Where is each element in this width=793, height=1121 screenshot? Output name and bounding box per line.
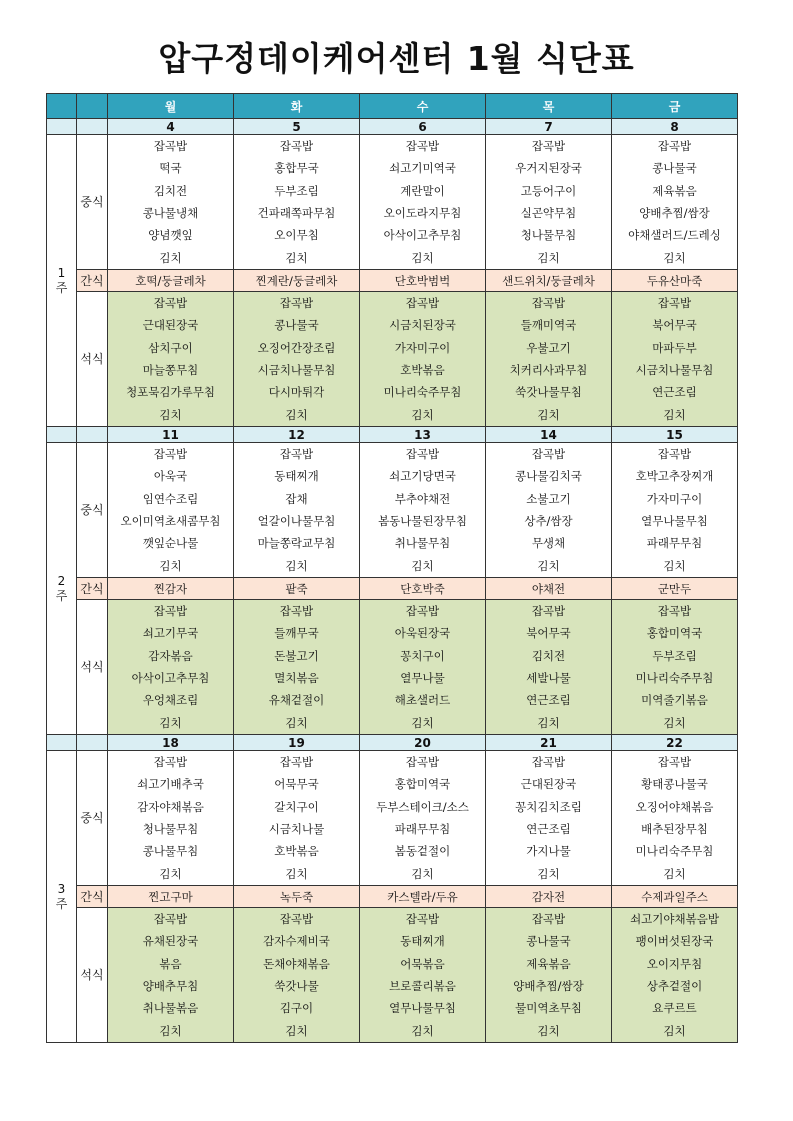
lunch-row bbox=[47, 443, 738, 578]
menu-item: 쇠고기배추국 bbox=[137, 777, 204, 792]
menu-item: 호박고추장찌개 bbox=[635, 469, 714, 484]
menu-item: 김치 bbox=[285, 715, 308, 730]
dinner-row bbox=[47, 908, 738, 1043]
snack-cell: 야채전 bbox=[486, 578, 612, 600]
menu-item: 깻잎순나물 bbox=[142, 536, 199, 551]
dinner-row bbox=[47, 292, 738, 427]
menu-item: 제육볶음 bbox=[526, 956, 571, 971]
snack-cell: 카스텔라/두유 bbox=[360, 886, 486, 908]
menu-item: 삼치구이 bbox=[148, 340, 193, 355]
date-row bbox=[47, 119, 738, 135]
menu-item: 콩나물국 bbox=[274, 318, 319, 333]
menu-item: 봄동나물된장무침 bbox=[378, 514, 467, 528]
menu-item: 어묵무국 bbox=[274, 777, 319, 792]
menu-item: 잡곡밥 bbox=[531, 912, 566, 927]
menu-item: 잡곡밥 bbox=[153, 139, 188, 154]
menu-item: 임연수조림 bbox=[142, 491, 199, 506]
page-title: 압구정데이케어센터 1월 식단표 bbox=[158, 39, 635, 78]
menu-item: 김치 bbox=[285, 1023, 308, 1038]
lunch-cell bbox=[234, 751, 360, 886]
menu-item: 계란말이 bbox=[400, 183, 445, 198]
meal-label-snack: 간식 bbox=[77, 270, 108, 292]
lunch-cell bbox=[360, 135, 486, 270]
snack-cell: 수제과일주스 bbox=[612, 886, 738, 908]
menu-item: 해초샐러드 bbox=[394, 693, 451, 708]
date-cell: 7 bbox=[486, 119, 612, 135]
menu-item: 잡곡밥 bbox=[657, 604, 692, 619]
menu-item: 근대된장국 bbox=[520, 777, 577, 792]
menu-item: 아삭이고추무침 bbox=[383, 228, 462, 243]
lunch-row bbox=[47, 135, 738, 270]
menu-item: 김치 bbox=[159, 1023, 182, 1038]
meal-label-dinner: 석식 bbox=[77, 908, 108, 1043]
menu-item: 연근조림 bbox=[526, 693, 571, 708]
menu-item: 브로콜리볶음 bbox=[389, 979, 456, 993]
dinner-cell bbox=[612, 908, 738, 1043]
menu-item: 잡곡밥 bbox=[657, 447, 692, 462]
date-cell: 12 bbox=[234, 427, 360, 443]
date-cell: 22 bbox=[612, 735, 738, 751]
menu-item: 상추/쌈장 bbox=[524, 514, 573, 528]
menu-item: 다시마튀각 bbox=[268, 385, 325, 400]
dinner-cell bbox=[234, 600, 360, 735]
snack-cell: 팥죽 bbox=[234, 578, 360, 600]
menu-item: 동태찌개 bbox=[274, 469, 319, 484]
menu-item: 잡곡밥 bbox=[405, 755, 440, 770]
menu-item: 김치 bbox=[285, 866, 308, 881]
menu-item: 감자야채볶음 bbox=[137, 799, 204, 814]
menu-item: 잡곡밥 bbox=[405, 604, 440, 619]
menu-item: 쇠고기야채볶음밥 bbox=[630, 912, 719, 927]
menu-item: 쑥갓나물무침 bbox=[515, 385, 582, 400]
menu-item: 취나물무침 bbox=[394, 536, 451, 551]
meal-label-lunch: 중식 bbox=[77, 751, 108, 886]
date-cell: 15 bbox=[612, 427, 738, 443]
lunch-cell bbox=[486, 135, 612, 270]
menu-item: 연근조림 bbox=[652, 385, 697, 400]
dinner-cell bbox=[234, 908, 360, 1043]
snack-cell: 찐고구마 bbox=[108, 886, 234, 908]
date-cell: 4 bbox=[108, 119, 234, 135]
meal-label-lunch: 중식 bbox=[77, 135, 108, 270]
menu-item: 콩나물무침 bbox=[142, 844, 199, 859]
menu-item: 돈불고기 bbox=[274, 648, 319, 663]
dinner-cell bbox=[108, 600, 234, 735]
snack-cell: 호떡/둥글레차 bbox=[108, 270, 234, 292]
date-row-blank-week bbox=[47, 119, 77, 135]
menu-item: 취나물볶음 bbox=[142, 1001, 199, 1016]
menu-item: 잡곡밥 bbox=[279, 604, 314, 619]
menu-item: 황태콩나물국 bbox=[641, 777, 708, 792]
menu-item: 부추야채전 bbox=[394, 491, 451, 506]
menu-item: 잡곡밥 bbox=[153, 296, 188, 311]
lunch-cell bbox=[108, 751, 234, 886]
menu-item: 김치 bbox=[537, 866, 560, 881]
menu-item: 잡곡밥 bbox=[657, 755, 692, 770]
week-label bbox=[47, 443, 77, 735]
menu-item: 잡곡밥 bbox=[531, 139, 566, 154]
menu-item: 잡곡밥 bbox=[405, 447, 440, 462]
menu-item: 들깨미역국 bbox=[520, 318, 577, 333]
menu-item: 들깨무국 bbox=[274, 626, 319, 641]
dinner-cell bbox=[360, 600, 486, 735]
date-cell: 14 bbox=[486, 427, 612, 443]
dinner-cell bbox=[486, 292, 612, 427]
menu-item: 김치전 bbox=[531, 648, 566, 663]
menu-item: 양념깻잎 bbox=[148, 228, 193, 243]
menu-item: 호박볶음 bbox=[274, 844, 319, 859]
menu-item: 고등어구이 bbox=[520, 183, 577, 198]
menu-item: 시금치나물무침 bbox=[635, 363, 714, 377]
menu-item: 청포묵김가루무침 bbox=[126, 385, 215, 400]
dinner-cell bbox=[486, 908, 612, 1043]
date-cell: 11 bbox=[108, 427, 234, 443]
menu-item: 치커리사과무침 bbox=[509, 363, 588, 377]
menu-item: 두부조림 bbox=[274, 183, 319, 198]
menu-item: 열무나물무침 bbox=[389, 1001, 456, 1016]
menu-item: 팽이버섯된장국 bbox=[635, 934, 714, 949]
date-cell: 21 bbox=[486, 735, 612, 751]
menu-item: 잡곡밥 bbox=[153, 755, 188, 770]
menu-item: 김치 bbox=[411, 715, 434, 730]
lunch-cell bbox=[360, 443, 486, 578]
menu-item: 시금치나물 bbox=[268, 822, 325, 836]
menu-item: 김치 bbox=[285, 558, 308, 573]
menu-item: 건파래쪽파무침 bbox=[257, 206, 336, 220]
day-header: 목 bbox=[486, 94, 612, 119]
menu-item: 유채된장국 bbox=[142, 934, 199, 949]
menu-item: 잡곡밥 bbox=[531, 755, 566, 770]
meal-label-snack: 간식 bbox=[77, 886, 108, 908]
menu-item: 잡곡밥 bbox=[279, 296, 314, 311]
menu-item: 양배추찜/쌈장 bbox=[639, 206, 710, 220]
menu-item: 김치 bbox=[663, 558, 686, 573]
date-cell: 20 bbox=[360, 735, 486, 751]
menu-item: 마늘쫑락교무침 bbox=[257, 536, 336, 551]
menu-item: 요쿠르트 bbox=[652, 1001, 697, 1016]
menu-item: 동태찌개 bbox=[400, 934, 445, 949]
menu-item: 청나물무침 bbox=[520, 228, 577, 243]
date-cell: 5 bbox=[234, 119, 360, 135]
menu-item: 마늘쫑무침 bbox=[142, 363, 199, 377]
menu-item: 파래무무침 bbox=[394, 822, 451, 836]
menu-item: 잡곡밥 bbox=[657, 139, 692, 154]
menu-item: 오이지무침 bbox=[646, 956, 703, 971]
menu-item: 봄동겉절이 bbox=[394, 844, 451, 859]
dinner-cell bbox=[234, 292, 360, 427]
menu-item: 김치 bbox=[663, 866, 686, 881]
menu-item: 오징어야채볶음 bbox=[635, 799, 714, 814]
day-header: 화 bbox=[234, 94, 360, 119]
dinner-cell bbox=[486, 600, 612, 735]
menu-item: 열무나물무침 bbox=[641, 514, 708, 528]
menu-item: 무생채 bbox=[531, 536, 566, 551]
menu-item: 콩나물김치국 bbox=[515, 469, 582, 484]
lunch-cell bbox=[234, 443, 360, 578]
header-blank-week bbox=[47, 94, 77, 119]
lunch-cell bbox=[612, 443, 738, 578]
snack-cell: 단호박범벅 bbox=[360, 270, 486, 292]
date-cell: 8 bbox=[612, 119, 738, 135]
menu-item: 감자수제비국 bbox=[263, 934, 330, 949]
menu-item: 아삭이고추무침 bbox=[131, 671, 210, 685]
lunch-cell bbox=[360, 751, 486, 886]
menu-item: 제육볶음 bbox=[652, 183, 697, 198]
meal-label-dinner: 석식 bbox=[77, 600, 108, 735]
week-unit: 주 bbox=[55, 588, 68, 603]
menu-item: 김구이 bbox=[279, 1001, 314, 1016]
menu-item: 김치 bbox=[159, 558, 182, 573]
menu-item: 볶음 bbox=[159, 956, 182, 971]
date-row-blank-meal bbox=[77, 735, 108, 751]
snack-row bbox=[47, 886, 738, 908]
menu-item: 가지나물 bbox=[526, 844, 571, 859]
date-row-blank-week bbox=[47, 735, 77, 751]
menu-item: 잡곡밥 bbox=[405, 296, 440, 311]
date-row bbox=[47, 735, 738, 751]
menu-item: 배추된장무침 bbox=[641, 822, 708, 836]
snack-cell: 두유산마죽 bbox=[612, 270, 738, 292]
menu-item: 가자미구이 bbox=[646, 491, 703, 506]
lunch-cell bbox=[612, 135, 738, 270]
menu-item: 연근조림 bbox=[526, 822, 571, 836]
week-unit: 주 bbox=[55, 280, 68, 295]
menu-item: 김치 bbox=[663, 1023, 686, 1038]
menu-item: 미나리숙주무침 bbox=[635, 671, 714, 685]
menu-item: 꽁치구이 bbox=[400, 648, 445, 663]
menu-item: 시금치된장국 bbox=[389, 318, 456, 333]
menu-item: 양배추무침 bbox=[142, 979, 199, 993]
menu-item: 홍합미역국 bbox=[646, 626, 703, 641]
menu-item: 김치 bbox=[159, 866, 182, 881]
menu-item: 콩나물냉채 bbox=[142, 206, 199, 220]
week-label bbox=[47, 135, 77, 427]
menu-item: 잡곡밥 bbox=[531, 296, 566, 311]
menu-item: 북어무국 bbox=[526, 626, 571, 641]
menu-item: 잡곡밥 bbox=[153, 447, 188, 462]
menu-item: 얼갈이나물무침 bbox=[257, 514, 336, 528]
meal-label-lunch: 중식 bbox=[77, 443, 108, 578]
menu-item: 유채겉절이 bbox=[268, 693, 325, 708]
date-row-blank-week bbox=[47, 427, 77, 443]
day-header: 월 bbox=[108, 94, 234, 119]
meal-label-dinner: 석식 bbox=[77, 292, 108, 427]
menu-item: 김치 bbox=[285, 407, 308, 422]
menu-item: 김치 bbox=[537, 558, 560, 573]
week-number: 3 bbox=[57, 881, 66, 896]
menu-item: 잡곡밥 bbox=[405, 139, 440, 154]
day-header: 수 bbox=[360, 94, 486, 119]
menu-item: 잡곡밥 bbox=[279, 912, 314, 927]
menu-item: 두부조림 bbox=[652, 648, 697, 663]
menu-item: 우엉채조림 bbox=[142, 693, 199, 708]
snack-cell: 단호박죽 bbox=[360, 578, 486, 600]
menu-item: 잡곡밥 bbox=[153, 604, 188, 619]
menu-item: 북어무국 bbox=[652, 318, 697, 333]
menu-item: 김치 bbox=[159, 407, 182, 422]
menu-item: 감자볶음 bbox=[148, 648, 193, 663]
menu-item: 김치 bbox=[663, 250, 686, 265]
menu-item: 잡곡밥 bbox=[657, 296, 692, 311]
snack-cell: 찐감자 bbox=[108, 578, 234, 600]
meal-label-snack: 간식 bbox=[77, 578, 108, 600]
menu-item: 미나리숙주무침 bbox=[635, 844, 714, 859]
menu-item: 김치 bbox=[663, 407, 686, 422]
menu-item: 두부스테이크/소스 bbox=[376, 799, 469, 814]
menu-item: 김치전 bbox=[153, 183, 188, 198]
menu-item: 잡곡밥 bbox=[279, 447, 314, 462]
menu-item: 김치 bbox=[411, 1023, 434, 1038]
menu-item: 소불고기 bbox=[526, 491, 571, 506]
snack-cell: 군만두 bbox=[612, 578, 738, 600]
lunch-row bbox=[47, 751, 738, 886]
dinner-cell bbox=[360, 292, 486, 427]
date-row-blank-meal bbox=[77, 119, 108, 135]
lunch-cell bbox=[486, 751, 612, 886]
lunch-cell bbox=[108, 135, 234, 270]
menu-item: 열무나물 bbox=[400, 671, 445, 685]
snack-cell: 샌드위치/둥글레차 bbox=[486, 270, 612, 292]
menu-item: 야채샐러드/드레싱 bbox=[628, 228, 721, 243]
menu-item: 김치 bbox=[537, 250, 560, 265]
dinner-row bbox=[47, 600, 738, 735]
menu-item: 콩나물국 bbox=[652, 161, 697, 176]
menu-item: 우불고기 bbox=[526, 340, 571, 355]
menu-item: 떡국 bbox=[159, 161, 182, 176]
snack-cell: 찐계란/둥글레차 bbox=[234, 270, 360, 292]
menu-item: 호박볶음 bbox=[400, 363, 445, 377]
header-blank-meal bbox=[77, 94, 108, 119]
lunch-cell bbox=[234, 135, 360, 270]
snack-cell: 감자전 bbox=[486, 886, 612, 908]
menu-item: 양배추찜/쌈장 bbox=[513, 979, 584, 993]
menu-item: 멸치볶음 bbox=[274, 671, 319, 685]
menu-item: 김치 bbox=[411, 866, 434, 881]
menu-item: 잡곡밥 bbox=[279, 139, 314, 154]
snack-cell: 녹두죽 bbox=[234, 886, 360, 908]
snack-row bbox=[47, 578, 738, 600]
dinner-cell bbox=[108, 292, 234, 427]
menu-item: 돈채야채볶음 bbox=[263, 956, 330, 971]
menu-item: 쑥갓나물 bbox=[274, 979, 319, 993]
menu-item: 마파두부 bbox=[652, 340, 697, 355]
menu-item: 잡곡밥 bbox=[153, 912, 188, 927]
week-label bbox=[47, 751, 77, 1043]
menu-item: 가자미구이 bbox=[394, 340, 451, 355]
menu-item: 아욱국 bbox=[153, 469, 188, 484]
menu-item: 김치 bbox=[537, 407, 560, 422]
menu-item: 김치 bbox=[285, 250, 308, 265]
date-row-blank-meal bbox=[77, 427, 108, 443]
menu-item: 미나리숙주무침 bbox=[383, 385, 462, 400]
lunch-cell bbox=[486, 443, 612, 578]
menu-item: 오징어간장조림 bbox=[257, 340, 336, 355]
menu-item: 갈치구이 bbox=[274, 799, 319, 814]
menu-item: 콩나물국 bbox=[526, 934, 571, 949]
menu-item: 물미역초무침 bbox=[515, 1001, 582, 1016]
menu-item: 김치 bbox=[537, 1023, 560, 1038]
menu-item: 쇠고기당면국 bbox=[389, 469, 456, 484]
menu-item: 우거지된장국 bbox=[515, 161, 582, 176]
menu-item: 쇠고기미역국 bbox=[389, 161, 456, 176]
header-row bbox=[47, 94, 738, 119]
week-number: 2 bbox=[57, 573, 66, 588]
menu-item: 홍합미역국 bbox=[394, 777, 451, 792]
menu-item: 잡곡밥 bbox=[405, 912, 440, 927]
menu-item: 김치 bbox=[411, 558, 434, 573]
date-cell: 6 bbox=[360, 119, 486, 135]
menu-item: 시금치나물무침 bbox=[257, 363, 336, 377]
dinner-cell bbox=[360, 908, 486, 1043]
snack-row bbox=[47, 270, 738, 292]
menu-item: 상추겉절이 bbox=[646, 979, 703, 993]
dinner-cell bbox=[108, 908, 234, 1043]
menu-item: 김치 bbox=[411, 407, 434, 422]
lunch-cell bbox=[108, 443, 234, 578]
menu-item: 잡채 bbox=[285, 491, 308, 506]
date-row bbox=[47, 427, 738, 443]
menu-item: 잡곡밥 bbox=[279, 755, 314, 770]
menu-item: 홍합무국 bbox=[274, 161, 319, 176]
menu-item: 꽁치김치조림 bbox=[515, 799, 582, 814]
meal-menu-table bbox=[46, 93, 738, 1043]
menu-item: 어묵볶음 bbox=[400, 956, 445, 971]
menu-item: 김치 bbox=[159, 715, 182, 730]
day-header: 금 bbox=[612, 94, 738, 119]
menu-item: 실곤약무침 bbox=[520, 206, 577, 220]
date-cell: 18 bbox=[108, 735, 234, 751]
menu-item: 김치 bbox=[663, 715, 686, 730]
dinner-cell bbox=[612, 292, 738, 427]
date-cell: 19 bbox=[234, 735, 360, 751]
menu-item: 파래무무침 bbox=[646, 536, 703, 551]
menu-item: 미역줄기볶음 bbox=[641, 693, 708, 708]
dinner-cell bbox=[612, 600, 738, 735]
week-number: 1 bbox=[57, 265, 66, 280]
menu-item: 근대된장국 bbox=[142, 318, 199, 333]
date-cell: 13 bbox=[360, 427, 486, 443]
menu-item: 쇠고기무국 bbox=[142, 626, 199, 641]
menu-item: 청나물무침 bbox=[142, 822, 199, 836]
menu-item: 오이도라지무침 bbox=[383, 206, 462, 220]
menu-item: 오이무침 bbox=[274, 228, 319, 243]
menu-item: 김치 bbox=[537, 715, 560, 730]
week-unit: 주 bbox=[55, 896, 68, 911]
menu-item: 세발나물 bbox=[526, 671, 571, 685]
lunch-cell bbox=[612, 751, 738, 886]
menu-item: 잡곡밥 bbox=[531, 447, 566, 462]
menu-item: 김치 bbox=[159, 250, 182, 265]
menu-item: 오이미역초새콤무침 bbox=[120, 514, 221, 528]
menu-item: 아욱된장국 bbox=[394, 626, 451, 641]
menu-item: 김치 bbox=[411, 250, 434, 265]
menu-item: 잡곡밥 bbox=[531, 604, 566, 619]
